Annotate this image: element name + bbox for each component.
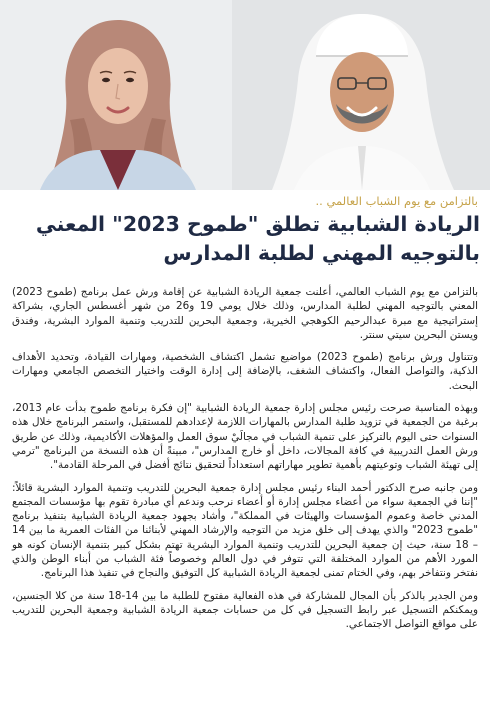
paragraph-1: بالتزامن مع يوم الشباب العالمي، أعلنت جمعية الريادة الشبابية عن إقامة ورش عمل برنامج (طموح 2023) المعني بالتوجيه المهني لطلبة المدارس، وذلك خلال يومي 19 و26 من شهر أغسطس الجاري، بشراكة إستراتيجية مع مبرة عبدالرحيم الكوهجي الخيرية، وجمعية البحرين للتدريب وتنمية الموارد البشرية، وفندق ويستن البحرين سيتي سنتر. — [12, 286, 479, 341]
man-portrait-image — [232, 0, 490, 190]
paragraph-2: وتتناول ورش برنامج (طموح 2023) مواضيع تشمل اكتشاف الشخصية، ومهارات القيادة، وتحديد الأهداف الذكية، والتواصل الفعال، واكتشاف الشغف، بالإضافة إلى إدارة الوقت واختيار التخصص الجامعي ومهارات البحث. — [12, 351, 478, 392]
photo-man — [232, 0, 490, 190]
paragraph-5: ومن الجدير بالذكر بأن المجال للمشاركة في هذه الفعالية مفتوح للطلبة ما بين 14-18 سنة من كلا الجنسين، ويمكنكم التسجيل عبر رابط التسجيل في كل من حسابات جمعية الريادة الشبابية وجمعية البحرين للتدريب على مواقع التواصل الاجتماعي. — [12, 589, 478, 631]
paragraph-3: وبهذه المناسبة صرحت رئيس مجلس إدارة جمعية الريادة الشبابية "إن فكرة برنامج طموح بدأت عام 2013، برغبة من الجمعية في تزويد طلبة المدارس بالمهارات اللازمة لإعدادهم للمستقبل، واستمر البرنامج خلال هذه السنوات حتى اليوم بالتركيز على تنمية الشباب في مجالَيْ سوق العمل والمؤهلات الأكاديمية، وذلك عن طريق ورش العمل التدريبية في كافة المجالات، داخل أو خارج المدارس"، مبينةً أن هذه النسخة من البرنامج "ترمي إلى تهيئة الشباب وتوعيتهم بأهمية تطوير مهاراتهم استعداداً لتحقيق نتائج أفضل في المرحلة القادمة". — [12, 402, 478, 472]
woman-portrait-image — [0, 0, 232, 190]
article-headline: الريادة الشبابية تطلق "طموح 2023" المعني بالتوجيه المهني لطلبة المدارس — [35, 212, 480, 265]
article-body — [12, 285, 478, 640]
paragraph-4: ومن جانبه صرح الدكتور أحمد البناء رئيس مجلس إدارة جمعية البحرين للتدريب وتنمية الموارد البشرية قائلاً: "إننا في الجمعية سواء من أعضاء مجلس إدارة أو أعضاء نرحب وندعم أي مبادرة تقوم بها مؤسسات المجتمع المدني خاصة وعموم المؤسسات والهيئات في المملكة"، وأشاد بجهود جمعية الريادة الشبابية بتنفيذ برنامج "طموح 2023" والذي يهدف إلى خلق مزيد من التوجيه والإرشاد المهني لأبنائنا من الفئات العمرية ما بين 14 – 18 سنة، حيث إن جمعية البحرين للتدريب وتنمية الموارد البشرية تهتم بشكل كبير بتنمية الإنسان كونه هو المورد الأهم من الموارد المختلفة التي تتوفر في دول العالم وخصوصاً فئة الشباب من أبناء الوطن والذي نفتخر ونتفاخر بهم، وفي الختام تمنى لجمعية الريادة الشبابية كل التوفيق والنجاح في تنفيذ هذا البرنامج. — [12, 481, 479, 580]
header-photos — [0, 0, 490, 190]
image-caption: بالتزامن مع يوم الشباب العالمي .. — [315, 194, 478, 208]
photo-woman — [0, 0, 232, 190]
